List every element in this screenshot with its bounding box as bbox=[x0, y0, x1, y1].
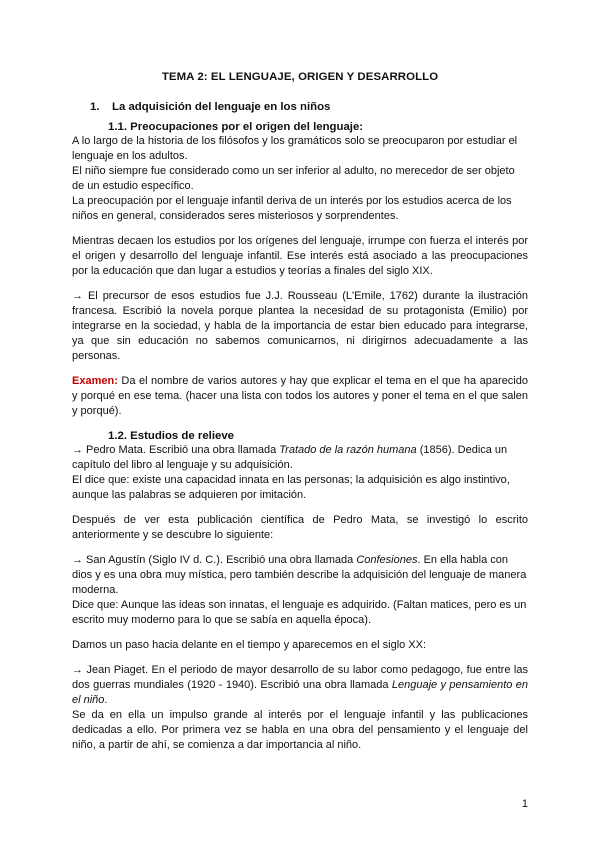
pedro-mata-work-title: Tratado de la razón humana bbox=[279, 444, 417, 456]
pedro-mata-says: El dice que: existe una capacidad innata en las personas; la adquisición es algo instintivo, aunque las palabras se adquieren por imitación. bbox=[72, 474, 510, 501]
paragraph-origins-decline: Mientras decaen los estudios por los orígenes del lenguaje, irrumpe con fuerza el interés por el origen y desarrollo del lenguaje infantil. Ese interés está asociado a las preocupaciones por la educación que dan lugar a estudios y teorías a finales del siglo XIX. bbox=[72, 235, 528, 277]
paragraph-step-forward: Damos un paso hacia delante en el tiempo y aparecemos en el siglo XX: bbox=[72, 639, 427, 651]
exam-note bbox=[72, 374, 528, 419]
origin-concerns-block bbox=[72, 134, 528, 224]
san-agustin-block bbox=[72, 553, 528, 628]
subsection-1-2-heading: 1.2. Estudios de relieve bbox=[108, 430, 234, 442]
piaget-impulse: Se da en ella un impulso grande al interés por el lenguaje infantil y las publicaciones dedicadas a ello. Por primera vez se habla en una obra del pensamiento y el lenguaje del niño, a partir de ahí, se comienza a dar importancia al niño. bbox=[72, 709, 528, 751]
document-title: TEMA 2: EL LENGUAJE, ORIGEN Y DESARROLLO bbox=[161, 71, 439, 83]
section-1-title: La adquisición del lenguaje en los niños bbox=[112, 101, 331, 113]
section-1-heading bbox=[72, 100, 528, 114]
piaget-block bbox=[72, 663, 528, 753]
paragraph-rousseau: → El precursor de esos estudios fue J.J. Rousseau (L'Emile, 1762) durante la ilustración francesa. Escribió la novela porque plantea la necesidad de su protagonista (Emilio) por integrarse en la sociedad, y habla de la importancia de estar bien educado para integrarse, ya que sin educación no sabemos comunicarnos, ni dirigirnos adecuadamente a las personas. bbox=[72, 290, 528, 362]
exam-label: Examen: bbox=[72, 375, 118, 387]
subsection-1-1-heading: 1.1. Preocupaciones por el origen del lenguaje: bbox=[108, 121, 364, 133]
pedro-mata-intro: → Pedro Mata. Escribió una obra llamada bbox=[72, 444, 280, 456]
san-agustin-intro: → San Agustín (Siglo IV d. C.). Escribió una obra llamada bbox=[72, 554, 357, 566]
piaget-end: . bbox=[104, 694, 108, 706]
exam-text: Da el nombre de varios autores y hay que explicar el tema en el que ha aparecido y porqué en ese tema. (hacer una lista con todos los autores y poner el tema en el que salen y porqué). bbox=[72, 375, 528, 417]
san-agustin-work-title: Confesiones bbox=[356, 554, 418, 566]
piaget-work-title: Lenguaje y pensamiento en el niño bbox=[72, 679, 528, 706]
paragraph-child-interest: La preocupación por el lenguaje infantil deriva de un interés por los estudios acerca de los niños en general, considerados seres misteriosos y sorprendentes. bbox=[72, 195, 512, 222]
pedro-mata-detail: (1856). Dedica un capítulo del libro al lenguaje y su adquisición. bbox=[72, 444, 508, 471]
san-agustin-paragraph bbox=[72, 553, 528, 598]
paragraph-after-mata: Después de ver esta publicación científica de Pedro Mata, se investigó lo escrito anteriormente y se descubre lo siguiente: bbox=[72, 514, 528, 541]
paragraph-philosophers: A lo largo de la historia de los filósofos y los gramáticos solo se preocuparon por estudiar el lenguaje en los adultos. bbox=[72, 135, 518, 162]
piaget-intro: → Jean Piaget. En el periodo de mayor desarrollo de su labor como pedagogo, fue entre las dos guerras mundiales (1920 - 1940). Escribió una obra llamada bbox=[72, 664, 528, 691]
page-number: 1 bbox=[521, 798, 528, 810]
pedro-mata-paragraph bbox=[72, 443, 528, 473]
pedro-mata-block bbox=[72, 443, 528, 503]
san-agustin-says: Dice que: Aunque las ideas son innatas, el lenguaje es adquirido. (Faltan matices, pero es un escrito muy moderno para lo que se sabía en aquella época). bbox=[72, 599, 527, 626]
san-agustin-detail: . En ella habla con dios y es una obra muy mística, pero también describe la adquisición del lenguaje de manera moderna. bbox=[72, 554, 527, 596]
section-1-number: 1. bbox=[90, 101, 100, 113]
piaget-paragraph bbox=[72, 663, 528, 708]
paragraph-child-inferior: El niño siempre fue considerado como un ser inferior al adulto, no merecedor de ser objeto de un estudio específico. bbox=[72, 165, 515, 192]
